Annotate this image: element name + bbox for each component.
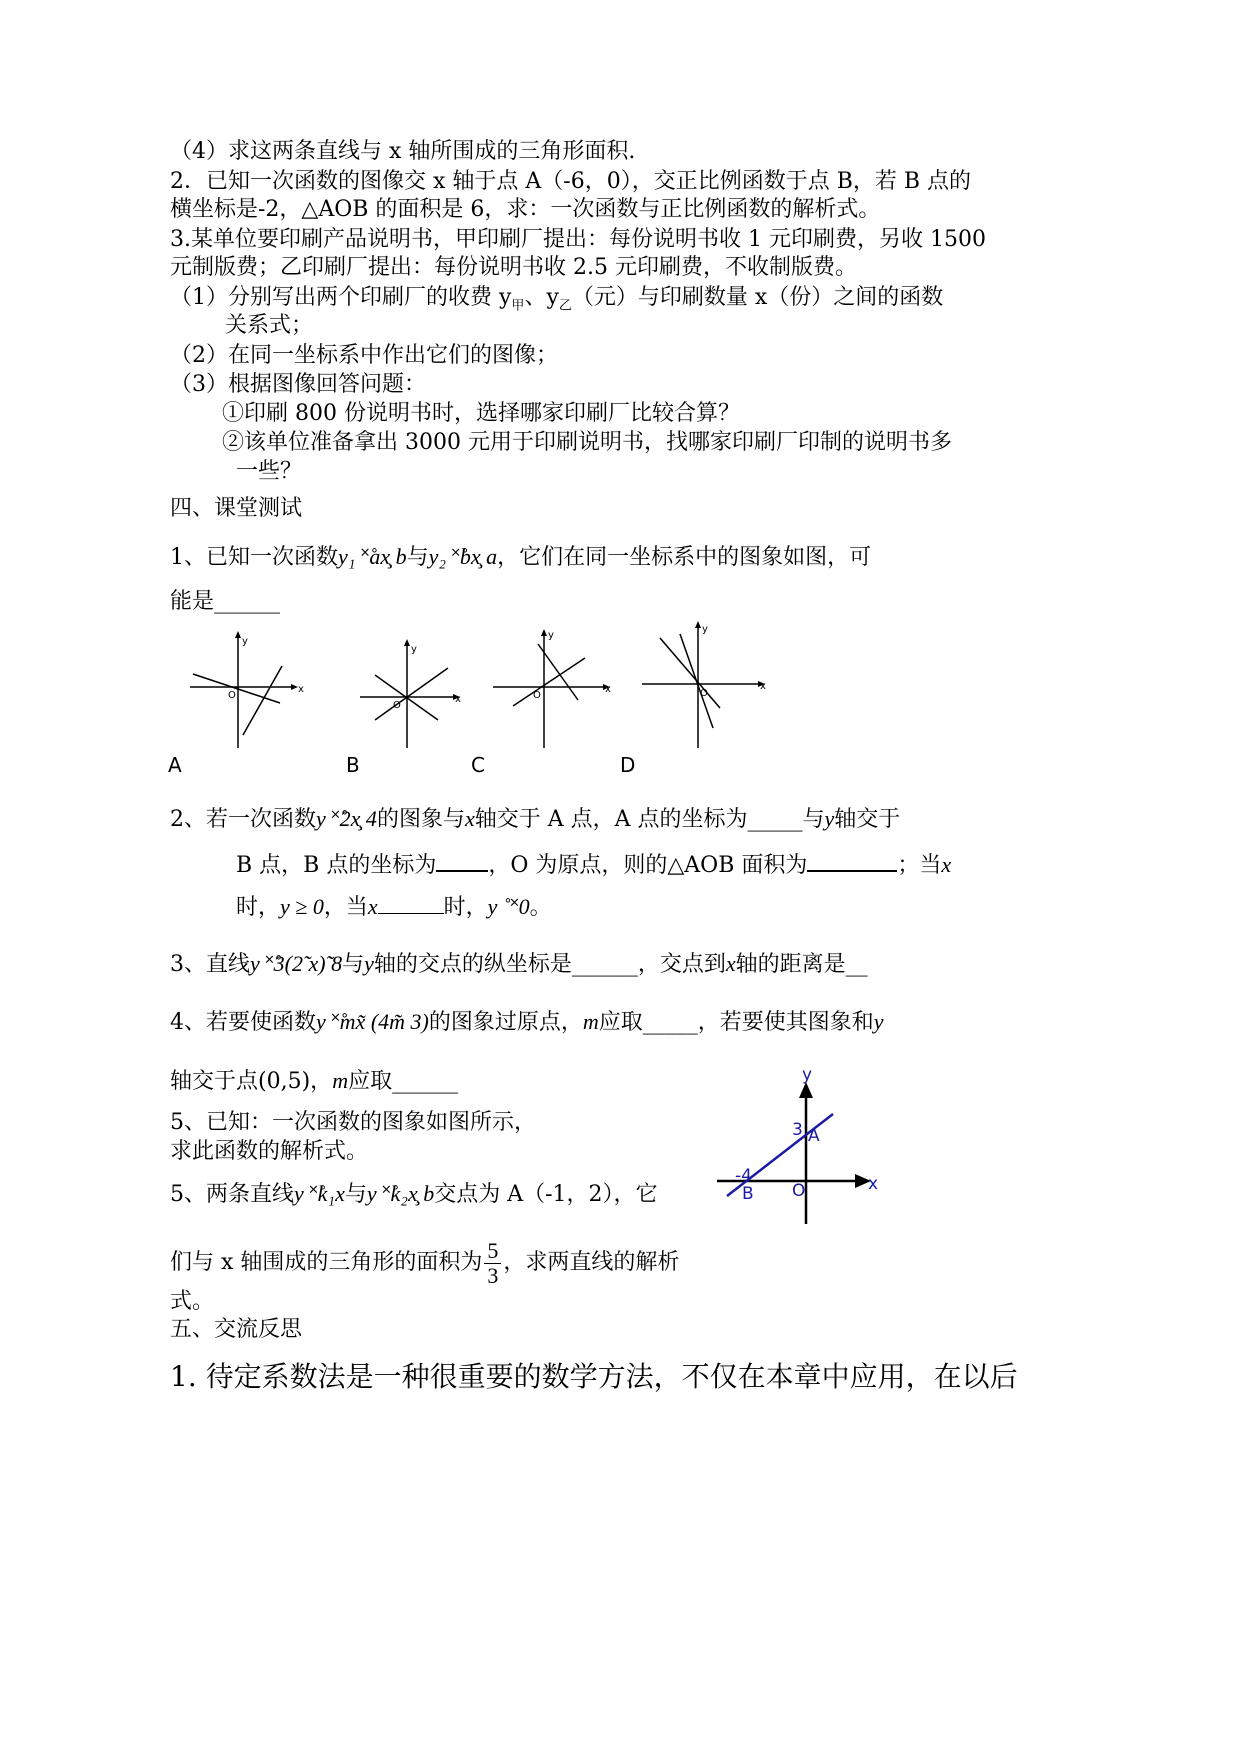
text: ，它们在同一坐标系中的图象如图，可 xyxy=(497,545,872,570)
formula: y₂ ˟̊bx̧ a xyxy=(428,544,498,569)
var: y xyxy=(364,951,374,976)
text: 交点为 A（-1，2），它 xyxy=(434,1182,658,1207)
formula: y ≥ 0 xyxy=(280,894,324,919)
origin-label: O xyxy=(533,690,541,701)
text: 轴交于 xyxy=(834,807,901,832)
point-label: B xyxy=(742,1184,754,1204)
text-line: （2）在同一坐标系中作出它们的图像； xyxy=(170,343,558,368)
text-line xyxy=(236,850,951,880)
text: 应取______ xyxy=(348,1069,459,1094)
text: 3、直线 xyxy=(170,952,250,977)
option-label: A xyxy=(168,753,182,777)
text: （1）分别写出两个印刷厂的收费 y xyxy=(170,285,512,310)
fraction xyxy=(484,1239,501,1288)
numerator: 5 xyxy=(484,1239,501,1264)
text: 2、若一次函数 xyxy=(170,807,316,832)
answer-blank[interactable] xyxy=(436,850,488,872)
origin-label: O xyxy=(393,700,401,711)
text: ，O 为原点，则的△AOB 面积为 xyxy=(488,853,808,878)
text: 时， xyxy=(236,895,281,920)
var: x xyxy=(725,951,736,976)
axis-label: y xyxy=(411,644,417,655)
text: ， xyxy=(310,1069,333,1094)
var: y xyxy=(824,806,835,831)
question-1 xyxy=(170,543,871,572)
text-line: ②该单位准备拿出 3000 元用于印刷说明书，找哪家印刷厂印制的说明书多 xyxy=(222,430,952,455)
question-2 xyxy=(170,805,900,834)
graph-line xyxy=(513,658,585,706)
text-line: ①印刷 800 份说明书时，选择哪家印刷厂比较合算？ xyxy=(222,401,740,426)
text-line: 5、已知：一次函数的图象如图所示， xyxy=(170,1110,536,1135)
text-line: 元制版费；乙印刷厂提出：每份说明书收 2.5 元印刷费，不收制版费。 xyxy=(170,255,857,280)
text: ，当 xyxy=(323,895,368,920)
formula: (0,5) xyxy=(258,1069,311,1094)
axis-label: y xyxy=(802,1068,813,1085)
text: 轴交于 A 点，A 点的坐标为_____与 xyxy=(474,807,825,832)
origin-label: O xyxy=(792,1181,806,1201)
subscript: 乙 xyxy=(558,298,572,314)
formula: y ˟̊2x̧ 4 xyxy=(316,806,377,831)
text-line: 3.某单位要印刷产品说明书，甲印刷厂提出：每份说明书收 1 元印刷费，另收 1500 xyxy=(170,227,986,252)
text: 轴的交点的纵坐标是______，交点到 xyxy=(373,952,726,977)
question-4 xyxy=(170,1008,884,1037)
text: 与 xyxy=(342,952,365,977)
text-line: 关系式； xyxy=(225,313,314,338)
axis-label: y xyxy=(242,636,248,647)
graph-line xyxy=(193,674,280,703)
text-line: 式。 xyxy=(170,1289,215,1314)
text: 轴的距离是__ xyxy=(735,952,868,977)
formula: y ˟̊k₁x xyxy=(294,1181,345,1206)
text-line: 1. 待定系数法是一种很重要的数学方法，不仅在本章中应用，在以后 xyxy=(170,1360,1018,1393)
text-line: 一些？ xyxy=(236,459,303,484)
origin-label: O xyxy=(228,690,236,701)
var: m xyxy=(582,1009,599,1034)
formula: y ˟̊k₂x̧ b xyxy=(366,1181,435,1206)
text-line xyxy=(170,1235,679,1291)
text: 1、已知一次函数 xyxy=(170,545,338,570)
denominator: 3 xyxy=(487,1262,499,1288)
text: ；当 xyxy=(897,853,942,878)
point-label: A xyxy=(808,1126,820,1146)
text-line: （3）根据图像回答问题： xyxy=(170,372,426,397)
section-heading: 五、交流反思 xyxy=(170,1317,303,1342)
axis-label: x xyxy=(868,1174,879,1194)
question-5-graph xyxy=(705,1068,905,1233)
text: 时， xyxy=(443,895,488,920)
var: y xyxy=(873,1009,884,1034)
text: ，求两直线的解析 xyxy=(503,1250,680,1275)
graph-line xyxy=(660,638,720,708)
text: 应取_____，若要使其图象和 xyxy=(598,1010,874,1035)
var: x xyxy=(367,894,378,919)
text: 的图象过原点， xyxy=(428,1010,583,1035)
text: 的图象与 xyxy=(376,807,465,832)
option-label: C xyxy=(471,753,485,777)
text: 5、两条直线 xyxy=(170,1182,294,1207)
var: x xyxy=(464,806,475,831)
text-line: 横坐标是-2，△AOB 的面积是 6，求：一次函数与正比例函数的解析式。 xyxy=(170,197,881,222)
var: x xyxy=(941,852,952,877)
answer-blank[interactable] xyxy=(378,893,444,914)
graph-line xyxy=(243,666,282,735)
axis-label: y xyxy=(548,630,554,641)
text: 与 xyxy=(344,1182,367,1207)
text-line xyxy=(170,1067,458,1096)
text: 4、若要使函数 xyxy=(170,1010,316,1035)
text: 轴交于点 xyxy=(170,1069,259,1094)
subscript: 甲 xyxy=(511,298,525,314)
formula: y ˟̊mx̃ (4m̃ 3) xyxy=(316,1009,429,1034)
text-line: （4）求这两条直线与 x 轴所围成的三角形面积. xyxy=(170,139,636,164)
text-line: 2．已知一次函数的图像交 x 轴于点 A（-6，0），交正比例函数于点 B，若 B 点的 xyxy=(170,169,972,194)
text: 们与 x 轴围成的三角形的面积为 xyxy=(170,1250,483,1275)
axis-label: x xyxy=(455,694,461,705)
var: m xyxy=(332,1068,349,1093)
option-label: B xyxy=(346,753,360,777)
intercept-label: 3 xyxy=(792,1120,803,1140)
graph-line xyxy=(375,668,448,720)
section-heading: 四、课堂测试 xyxy=(170,496,303,521)
text-line xyxy=(236,893,552,922)
option-label: D xyxy=(620,753,636,777)
question-3 xyxy=(170,950,868,979)
text: 与 xyxy=(406,545,429,570)
text-line: 求此函数的解析式。 xyxy=(170,1139,369,1164)
formula: y ˟̊3(2̃ x)̃ 8 xyxy=(250,951,343,976)
text: （元）与印刷数量 x（份）之间的函数 xyxy=(571,285,944,310)
axis-label: x xyxy=(605,684,611,695)
formula: y₁ ˟̊ax̧ b xyxy=(338,544,407,569)
question-6 xyxy=(170,1180,658,1209)
axis-label: x xyxy=(760,681,766,692)
axis-label: y xyxy=(702,624,708,635)
text: 、y xyxy=(524,285,559,310)
text: B 点，B 点的坐标为 xyxy=(236,853,437,878)
option-graphs xyxy=(160,620,800,790)
intercept-label: -4 xyxy=(735,1166,752,1186)
text: 。 xyxy=(529,895,552,920)
text-line: 能是______ xyxy=(170,589,281,614)
graph-line xyxy=(680,634,713,728)
axis-label: x xyxy=(298,684,304,695)
answer-blank[interactable] xyxy=(807,850,897,872)
origin-label: O xyxy=(700,688,708,699)
formula: y ˚˟0 xyxy=(487,894,530,919)
